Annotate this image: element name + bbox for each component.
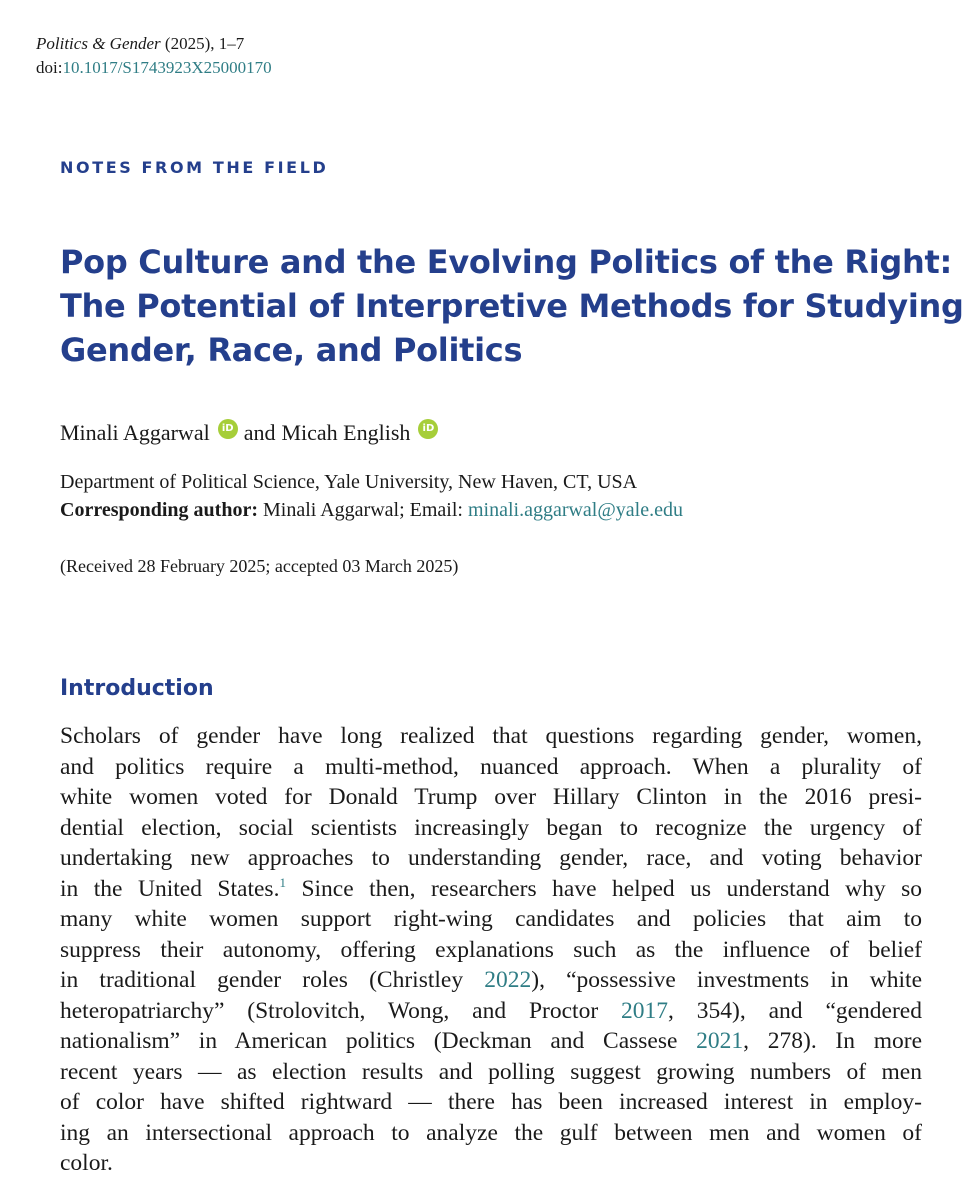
body-text: Since then, researchers have helped us understand why so [285,875,922,902]
body-line [60,874,922,905]
title-line: Pop Culture and the Evolving Politics of the Right: [60,243,952,281]
citation-link[interactable]: 2021 [696,1028,744,1054]
citation-year-pages: (2025), 1–7 [160,34,245,53]
author-name: Minali Aggarwal [60,420,210,445]
section-tag: NOTES FROM THE FIELD [60,158,329,177]
section-heading: Introduction [60,676,214,701]
body-line [60,752,922,783]
author-list [60,418,438,448]
body-text: , 354), and “gendered [668,997,922,1024]
body-line [60,721,922,752]
body-text: suppress their autonomy, offering explanations such as the influence of belief [60,936,922,963]
body-text: of color have shifted rightward — there has been increased interest in employ- [60,1089,922,1115]
body-line [60,843,922,874]
citation-link[interactable]: 2022 [484,967,532,993]
author-connector: and [243,420,276,445]
body-line [60,996,922,1027]
body-text: Scholars of gender have long realized that questions regarding gender, women, [60,723,922,749]
body-text: undertaking new approaches to understanding gender, race, and voting behavior [60,845,922,871]
body-text: recent years — as election results and polling suggest growing numbers of men [60,1058,922,1085]
body-text: and politics require a multi-method, nuanced approach. When a plurality of [60,753,922,780]
body-text: white women voted for Donald Trump over Hillary Clinton in the 2016 presi- [60,784,922,810]
body-line [60,935,922,966]
body-text: ing an intersectional approach to analyze the gulf between men and women of [60,1119,922,1146]
corresponding-text: Minali Aggarwal; Email: [258,499,468,521]
body-text: nationalism” in American politics (Deckman and Cassese [60,1028,697,1054]
citation-block [36,32,272,80]
email-link[interactable]: minali.aggarwal@yale.edu [467,499,683,521]
body-text: in the United States. [60,875,280,902]
doi-line [36,56,272,80]
orcid-icon[interactable]: iD [418,419,438,439]
body-line [60,813,922,844]
citation-line [36,32,272,56]
body-line [60,965,922,996]
body-text: color. [60,1150,113,1176]
body-text: in traditional gender roles (Christley [60,967,485,993]
doi-link[interactable]: 10.1017/S1743923X25000170 [62,58,272,77]
body-line [60,904,922,935]
citation-link[interactable]: 2017 [621,997,669,1024]
affiliation: Department of Political Science, Yale University, New Haven, CT, USA [60,471,638,493]
body-line [60,1148,922,1179]
journal-name: Politics & Gender [36,34,161,53]
corresponding-label: Corresponding author: [60,499,258,521]
body-line [60,1057,922,1088]
body-text: ), “possessive investments in white [531,967,923,993]
orcid-icon[interactable]: iD [218,419,238,439]
body-text: many white women support right-wing candidates and policies that aim to [60,906,922,932]
corresponding-author [60,496,940,524]
body-text: , 278). In more [743,1028,923,1054]
article-title [60,240,964,372]
doi-label: doi: [36,58,63,77]
author-name: Micah English [281,420,411,445]
body-paragraph [60,721,922,1179]
footnote-ref[interactable]: 1 [279,874,286,890]
title-line: The Potential of Interpretive Methods for Studying [60,287,964,325]
body-text: dential election, social scientists increasingly began to recognize the urgency of [60,814,922,841]
affiliation-block [60,468,940,524]
title-line: Gender, Race, and Politics [60,331,523,369]
body-line [60,1026,922,1057]
body-text: heteropatriarchy” (Strolovitch, Wong, and Proctor [60,997,622,1024]
body-line [60,1118,922,1149]
received-dates: (Received 28 February 2025; accepted 03 March 2025) [60,556,459,576]
body-line [60,1087,922,1118]
body-line [60,782,922,813]
